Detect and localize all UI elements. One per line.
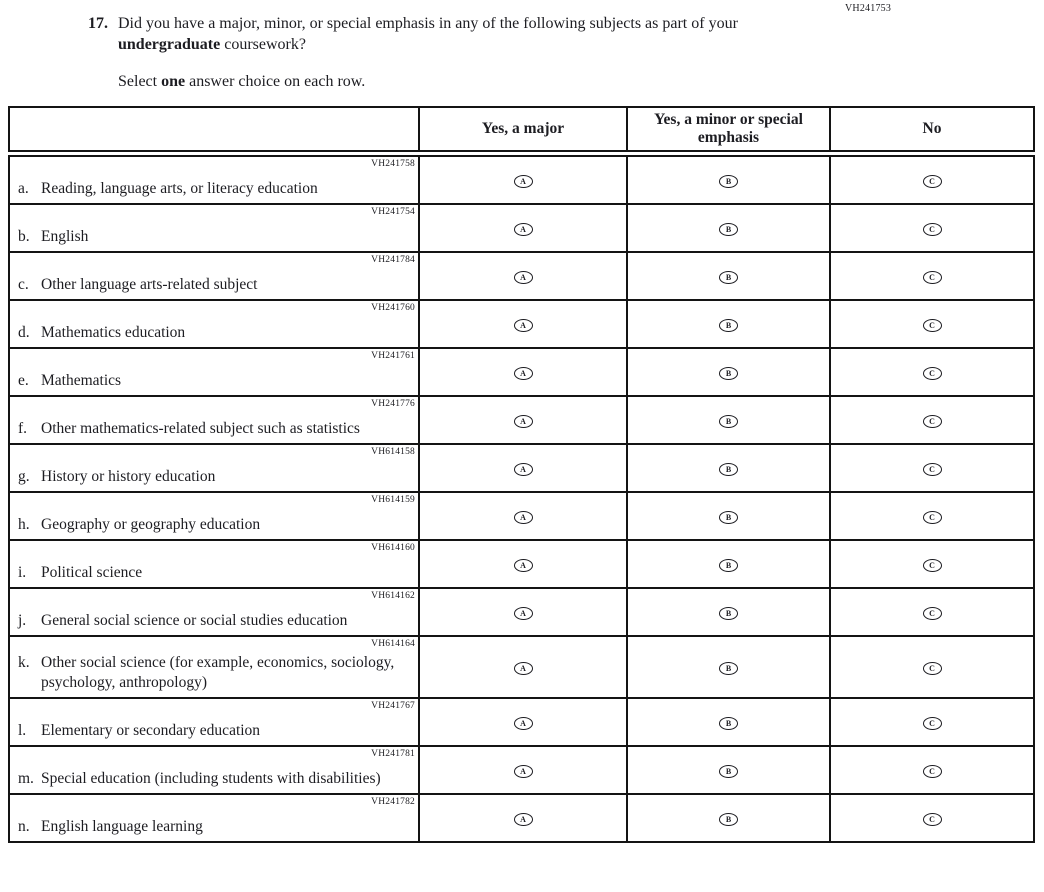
answer-bubble-a[interactable]: A [514, 223, 533, 236]
row-code: VH241767 [371, 700, 415, 711]
instruction-bold: one [161, 73, 186, 90]
row-label-text: Special education (including students with disabilities) [41, 769, 381, 787]
answer-bubble-b[interactable]: B [719, 319, 738, 332]
row-letter: g. [18, 467, 30, 485]
subject-label [18, 176, 415, 199]
answer-bubble-b[interactable]: B [719, 463, 738, 476]
answer-bubble-c[interactable]: C [923, 175, 942, 188]
question-number: 17. [88, 15, 108, 32]
column-header-subject [9, 107, 419, 153]
row-label-text: Mathematics education [41, 323, 186, 341]
row-label-text: General social science or social studies education [41, 611, 348, 629]
answer-bubble-b[interactable]: B [719, 367, 738, 380]
answer-bubble-b[interactable]: B [719, 559, 738, 572]
column-header-no: No [830, 107, 1034, 153]
subject-label [18, 766, 415, 789]
row-label-text: Other social science (for example, economics, sociology, psychology, anthropology) [41, 653, 395, 691]
row-letter: l. [18, 721, 27, 739]
answer-bubble-c[interactable]: C [923, 662, 942, 675]
answer-bubble-c[interactable]: C [923, 415, 942, 428]
column-header-yes-major: Yes, a major [419, 107, 627, 153]
instruction-part2: answer choice on each row. [185, 73, 366, 90]
table-row-c [9, 252, 1034, 300]
subject-label [18, 320, 415, 343]
answer-bubble-a[interactable]: A [514, 607, 533, 620]
answer-bubble-c[interactable]: C [923, 367, 942, 380]
answer-bubble-b[interactable]: B [719, 765, 738, 778]
row-code: VH614159 [371, 494, 415, 505]
answer-bubble-b[interactable]: B [719, 175, 738, 188]
answer-bubble-c[interactable]: C [923, 511, 942, 524]
answer-bubble-b[interactable]: B [719, 662, 738, 675]
row-label-text: Reading, language arts, or literacy education [41, 179, 318, 197]
question-instruction [118, 71, 828, 92]
answer-bubble-a[interactable]: A [514, 717, 533, 730]
row-label-text: Political science [41, 563, 143, 581]
answer-bubble-a[interactable]: A [514, 367, 533, 380]
answer-bubble-c[interactable]: C [923, 813, 942, 826]
question-text [118, 13, 818, 55]
table-row-i [9, 540, 1034, 588]
subject-label [18, 560, 415, 583]
subject-label [18, 608, 415, 631]
row-label-text: Geography or geography education [41, 515, 261, 533]
answer-bubble-b[interactable]: B [719, 271, 738, 284]
answer-bubble-c[interactable]: C [923, 607, 942, 620]
answer-bubble-a[interactable]: A [514, 813, 533, 826]
row-code: VH241754 [371, 206, 415, 217]
answer-bubble-c[interactable]: C [923, 559, 942, 572]
table-row-b [9, 204, 1034, 252]
row-letter: k. [18, 653, 30, 671]
row-code: VH614164 [371, 638, 415, 649]
table-row-e [9, 348, 1034, 396]
table-row-n [9, 794, 1034, 842]
answer-bubble-a[interactable]: A [514, 319, 533, 332]
answer-bubble-a[interactable]: A [514, 511, 533, 524]
subject-label [18, 814, 415, 837]
table-row-h [9, 492, 1034, 540]
answer-bubble-a[interactable]: A [514, 559, 533, 572]
answer-bubble-c[interactable]: C [923, 271, 942, 284]
answer-bubble-b[interactable]: B [719, 511, 738, 524]
answer-bubble-c[interactable]: C [923, 765, 942, 778]
row-code: VH241781 [371, 748, 415, 759]
row-code: VH614160 [371, 542, 415, 553]
table-row-j [9, 588, 1034, 636]
table-row-g [9, 444, 1034, 492]
row-letter: h. [18, 515, 30, 533]
answer-bubble-c[interactable]: C [923, 319, 942, 332]
instruction-part1: Select [118, 73, 162, 90]
question-text-bold: undergraduate [118, 36, 221, 53]
row-letter: i. [18, 563, 27, 581]
question-block [88, 13, 828, 92]
row-code: VH614162 [371, 590, 415, 601]
table-row-k [9, 636, 1034, 698]
row-label-text: Other mathematics-related subject such as statistics [41, 419, 360, 437]
response-matrix-table [8, 106, 1035, 843]
table-row-d [9, 300, 1034, 348]
row-label-text: English [41, 227, 89, 245]
row-letter: c. [18, 275, 29, 293]
answer-bubble-c[interactable]: C [923, 463, 942, 476]
subject-label [18, 272, 415, 295]
row-label-text: Mathematics [41, 371, 122, 389]
answer-bubble-a[interactable]: A [514, 463, 533, 476]
subject-label [18, 416, 415, 439]
row-letter: j. [18, 611, 27, 629]
header-row [9, 107, 1034, 153]
column-header-yes-minor: Yes, a minor or special emphasis [627, 107, 830, 153]
answer-bubble-a[interactable]: A [514, 765, 533, 778]
table-row-m [9, 746, 1034, 794]
question-text-part1: Did you have a major, minor, or special emphasis in any of the following subjects as part of your [118, 15, 738, 32]
row-letter: d. [18, 323, 30, 341]
answer-bubble-b[interactable]: B [719, 717, 738, 730]
row-letter: b. [18, 227, 30, 245]
answer-bubble-b[interactable]: B [719, 415, 738, 428]
row-letter: e. [18, 371, 29, 389]
row-code: VH241760 [371, 302, 415, 313]
row-letter: a. [18, 179, 29, 197]
subject-label [18, 368, 415, 391]
answer-bubble-c[interactable]: C [923, 223, 942, 236]
row-code: VH614158 [371, 446, 415, 457]
answer-bubble-b[interactable]: B [719, 813, 738, 826]
answer-bubble-a[interactable]: A [514, 415, 533, 428]
answer-bubble-a[interactable]: A [514, 662, 533, 675]
row-code: VH241758 [371, 158, 415, 169]
row-label-text: History or history education [41, 467, 216, 485]
subject-label [18, 512, 415, 535]
subject-label [18, 224, 415, 247]
row-letter: f. [18, 419, 28, 437]
table-row-f [9, 396, 1034, 444]
row-label-text: Elementary or secondary education [41, 721, 261, 739]
row-code: VH241776 [371, 398, 415, 409]
subject-label [18, 464, 415, 487]
subject-label [18, 650, 415, 693]
table-row-l [9, 698, 1034, 746]
row-label-text: English language learning [41, 817, 203, 835]
answer-bubble-a[interactable]: A [514, 175, 533, 188]
question-text-part2: coursework? [220, 36, 306, 53]
row-letter: m. [18, 769, 34, 787]
row-letter: n. [18, 817, 30, 835]
row-code: VH241761 [371, 350, 415, 361]
answer-bubble-b[interactable]: B [719, 607, 738, 620]
table-row-a [9, 153, 1034, 204]
subject-label [18, 718, 415, 741]
question-form-code: VH241753 [845, 3, 892, 14]
answer-bubble-a[interactable]: A [514, 271, 533, 284]
row-code: VH241784 [371, 254, 415, 265]
answer-bubble-c[interactable]: C [923, 717, 942, 730]
row-code: VH241782 [371, 796, 415, 807]
row-label-text: Other language arts-related subject [41, 275, 258, 293]
answer-bubble-b[interactable]: B [719, 223, 738, 236]
